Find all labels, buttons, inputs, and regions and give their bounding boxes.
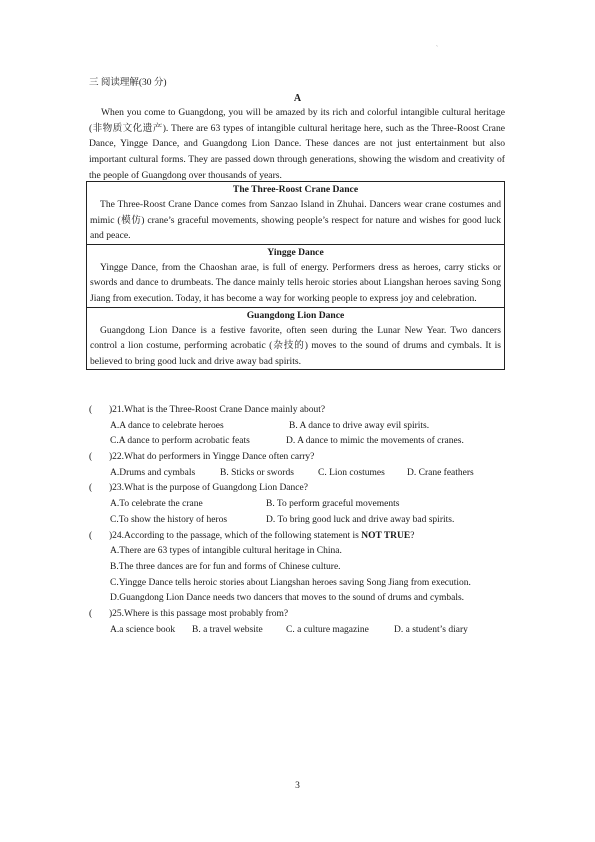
question-emphasis: NOT TRUE bbox=[361, 530, 411, 541]
option-d: D. Crane feathers bbox=[407, 467, 474, 478]
options-row bbox=[89, 544, 509, 560]
question-stem: )24.According to the passage, which of the following statement is bbox=[109, 530, 362, 541]
option-c: C.A dance to perform acrobatic feats bbox=[110, 436, 250, 447]
dance-title: Yingge Dance bbox=[267, 246, 324, 258]
dance-title: Guangdong Lion Dance bbox=[246, 309, 345, 321]
question-21 bbox=[89, 403, 509, 419]
option-a: A.a science book bbox=[110, 624, 176, 635]
dance-table bbox=[86, 181, 505, 370]
option-d: D.Guangdong Lion Dance needs two dancers that moves to the sound of drums and cymbals. bbox=[110, 593, 465, 604]
question-stem: )22.What do performers in Yingge Dance often carry? bbox=[109, 452, 315, 463]
option-b: B. To perform graceful movements bbox=[266, 499, 400, 510]
page-number: 3 bbox=[295, 781, 300, 791]
top-mark: ` bbox=[436, 46, 438, 52]
passage-letter: A bbox=[293, 93, 302, 104]
option-b: B. a travel website bbox=[192, 624, 263, 635]
option-d: D. A dance to mimic the movements of cranes. bbox=[286, 436, 464, 447]
options-row bbox=[89, 623, 509, 639]
options-row bbox=[89, 513, 509, 529]
option-a: A.A dance to celebrate heroes bbox=[110, 420, 224, 431]
option-b: B.The three dances are for fun and forms of Chinese culture. bbox=[110, 561, 341, 572]
answer-blank: ( bbox=[89, 608, 93, 619]
option-a: A.To celebrate the crane bbox=[110, 499, 203, 510]
dance-section-crane bbox=[87, 182, 504, 244]
answer-blank: ( bbox=[89, 405, 93, 415]
options-row bbox=[89, 591, 509, 607]
question-stem: )21.What is the Three-Roost Crane Dance mainly about? bbox=[109, 405, 326, 415]
option-c: C.To show the history of heros bbox=[110, 514, 228, 525]
dance-description: The Three-Roost Crane Dance comes from Sanzao Island in Zhuhai. Dancers wear crane costumes and mimic (模仿) crane’s graceful movements, showing people’s respect for nature and wishes for good luck and peace. bbox=[90, 199, 501, 242]
options-row bbox=[89, 576, 509, 592]
options-row bbox=[89, 419, 509, 435]
dance-description: Yingge Dance, from the Chaoshan arae, is full of energy. Performers dress as heroes, carry sticks or swords and dance to drumbeats. The dance mainly tells heroic stories about Liangshan heroes saving Song Jiang from execution. Today, it has become a way for working people to express joy and celebration. bbox=[90, 261, 501, 304]
dance-title: The Three-Roost Crane Dance bbox=[232, 184, 359, 195]
question-stem: )23.What is the purpose of Guangdong Lion Dance? bbox=[109, 483, 308, 494]
dance-section-lion bbox=[87, 307, 504, 370]
option-d: D. a student’s diary bbox=[394, 624, 468, 635]
questions-block bbox=[89, 403, 509, 638]
option-c: C.Yingge Dance tells heroic stories about Liangshan heroes saving Song Jiang from execution. bbox=[110, 577, 471, 588]
option-b: B. A dance to drive away evil spirits. bbox=[289, 420, 430, 431]
question-24 bbox=[89, 529, 509, 545]
option-c: C. Lion costumes bbox=[318, 467, 385, 478]
question-25 bbox=[89, 607, 509, 623]
answer-blank: ( bbox=[89, 483, 93, 494]
question-22 bbox=[89, 450, 509, 466]
intro-paragraph: When you come to Guangdong, you will be amazed by its rich and colorful intangible cultural heritage (非物质文化遗产). There are 63 types of intangible cultural heritage here, such as the Three-Roost Crane Dance, Yingge Dance, and Guangdong Lion Dance. These dances are not just entertainment but also important cultural forms. They are passed down through generations, showing the wisdom and creativity of the people of Guangdong over thousands of years. bbox=[89, 107, 505, 181]
option-c: C. a culture magazine bbox=[286, 624, 369, 635]
options-row bbox=[89, 466, 509, 482]
dance-section-yingge bbox=[87, 244, 504, 307]
option-a: A.There are 63 types of intangible cultural heritage in China. bbox=[110, 546, 342, 557]
answer-blank: ( bbox=[89, 452, 93, 463]
answer-blank: ( bbox=[89, 530, 93, 541]
question-23 bbox=[89, 481, 509, 497]
dance-description: Guangdong Lion Dance is a festive favorite, often seen during the Lunar New Year. Two dancers control a lion costume, performing acrobatic (杂技的) moves to the sound of drums and cymbals. It is believed to bring good luck and drive away bad spirits. bbox=[90, 324, 501, 367]
options-row bbox=[89, 497, 509, 513]
option-a: A.Drums and cymbals bbox=[110, 467, 196, 478]
question-stem: )25.Where is this passage most probably from? bbox=[109, 608, 289, 619]
options-row bbox=[89, 434, 509, 450]
options-row bbox=[89, 560, 509, 576]
option-b: B. Sticks or swords bbox=[220, 467, 294, 478]
question-stem-end: ? bbox=[410, 530, 415, 541]
option-d: D. To bring good luck and drive away bad spirits. bbox=[266, 514, 455, 525]
section-heading: 三 阅读理解(30 分) bbox=[89, 78, 167, 88]
